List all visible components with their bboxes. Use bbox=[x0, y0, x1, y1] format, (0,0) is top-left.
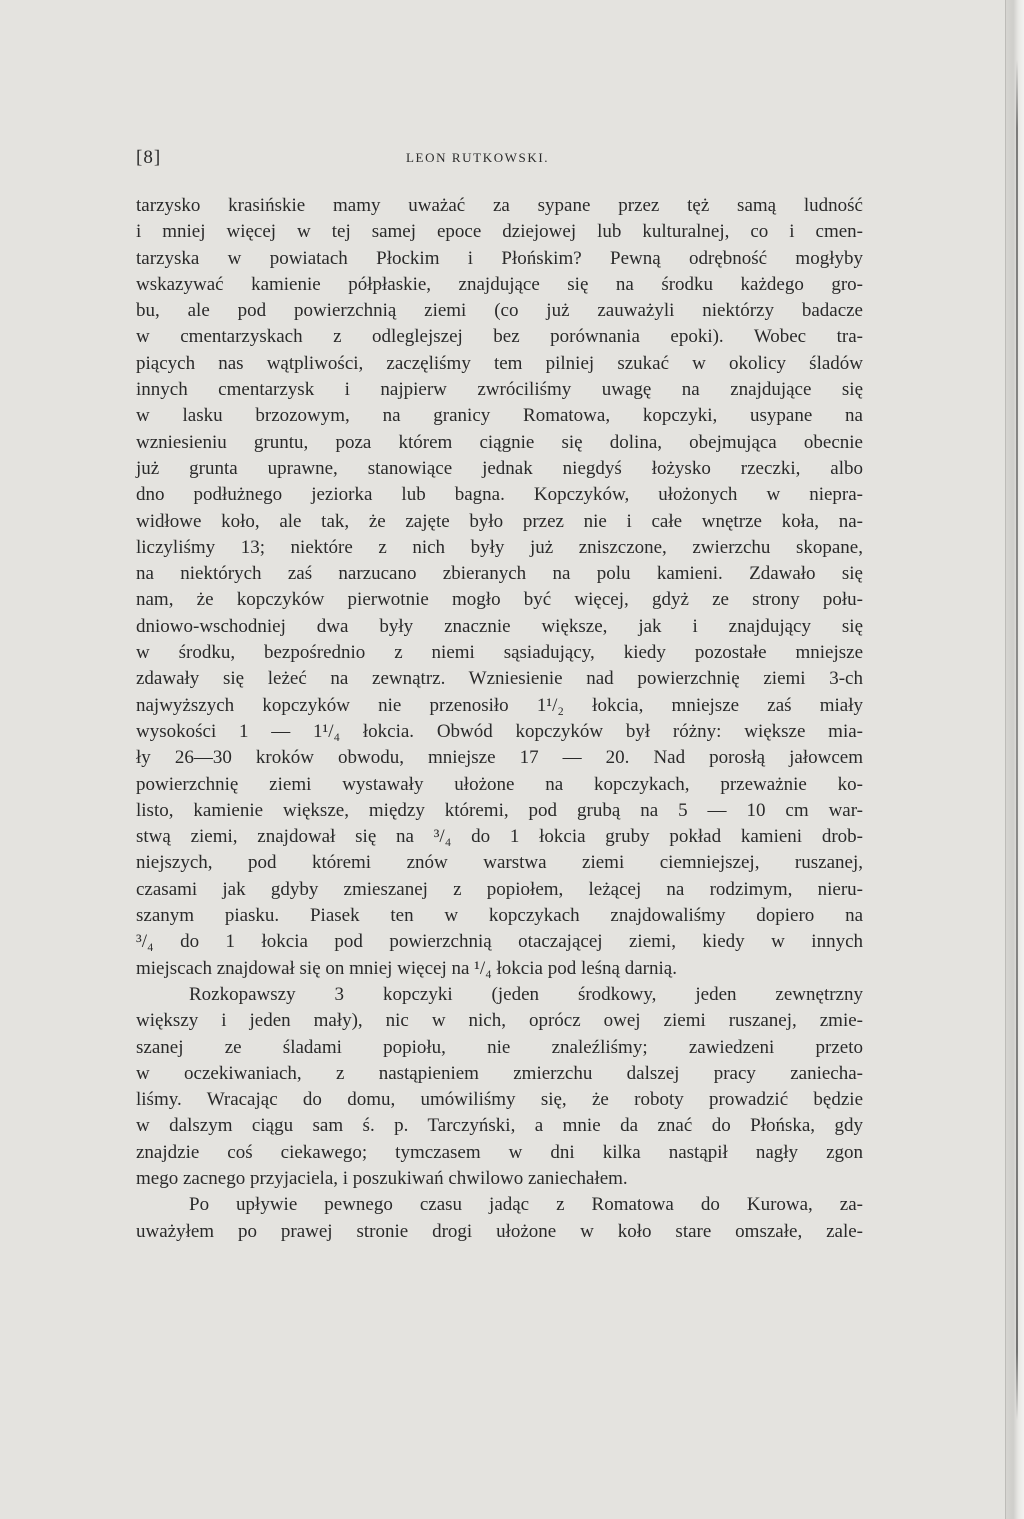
text-line: piących nas wątpliwości, zaczęliśmy tem pilniej szukać w okolicy śladów bbox=[136, 352, 863, 374]
book-spine-edge bbox=[1005, 0, 1024, 1519]
text-line: wskazywać kamienie półpłaskie, znajdujące się na środku każdego gro- bbox=[136, 273, 863, 295]
text-line: wzniesieniu gruntu, poza którem ciągnie się dolina, obejmująca obecnie bbox=[136, 431, 863, 453]
text-line: czasami jak gdyby zmieszanej z popiołem, leżącej na rodzimym, nieru- bbox=[136, 878, 863, 900]
text-line: w dalszym ciągu sam ś. p. Tarczyński, a mnie da znać do Płońska, gdy bbox=[136, 1115, 863, 1137]
text-line: tarzysko krasińskie mamy uważać za sypane przez tęż samą ludność bbox=[136, 195, 863, 216]
text-line: na niektórych zaś narzucano zbieranych na polu kamieni. Zdawało się bbox=[136, 563, 863, 585]
text-line: znajdzie coś ciekawego; tymczasem w dni kilka nastąpił nagły zgon bbox=[136, 1141, 863, 1163]
text-line: ły 26—30 kroków obwodu, mniejsze 17 — 20. Nad porosłą jałowcem bbox=[136, 747, 863, 769]
text-line: liśmy. Wracając do domu, umówiliśmy się, że roboty prowadzić będzie bbox=[136, 1089, 863, 1111]
text-line: w środku, bezpośrednio z niemi sąsiadujący, kiedy pozostałe mniejsze bbox=[136, 642, 863, 664]
text-line: w cmentarzyskach z odleglejszej bez porównania epoki). Wobec tra- bbox=[136, 326, 863, 348]
text-line: miejscach znajdował się on mniej więcej na ¹/₄ łokcia pod leśną darnią. bbox=[136, 957, 677, 979]
text-line: szanym piasku. Piasek ten w kopczykach znajdowaliśmy dopiero na bbox=[136, 905, 863, 927]
text-line: najwyższych kopczyków nie przenosiło 1¹/₂ łokcia, mniejsze zaś miały bbox=[136, 694, 863, 716]
text-line: wysokości 1 — 1¹/₄ łokcia. Obwód kopczyków był różny: większe mia- bbox=[136, 720, 863, 742]
page-header bbox=[136, 147, 866, 171]
text-line: w lasku brzozowym, na granicy Romatowa, kopczyki, usypane na bbox=[136, 405, 863, 427]
text-line: Rozkopawszy 3 kopczyki (jeden środkowy, jeden zewnętrzny bbox=[189, 983, 863, 1005]
body-text bbox=[136, 193, 863, 1245]
text-line: liczyliśmy 13; niektóre z nich były już zniszczone, zwierzchu skopane, bbox=[136, 536, 863, 558]
text-line: ³/₄ do 1 łokcia pod powierzchnią otaczającej ziemi, kiedy w innych bbox=[136, 931, 863, 953]
text-line: tarzyska w powiatach Płockim i Płońskim? Pewną odrębność mogłyby bbox=[136, 247, 863, 269]
text-line: Po upływie pewnego czasu jadąc z Romatowa do Kurowa, za- bbox=[189, 1194, 863, 1216]
text-line: uważyłem po prawej stronie drogi ułożone w koło stare omszałe, zale- bbox=[136, 1220, 863, 1242]
text-line: większy i jeden mały), nic w nich, oprócz owej ziemi ruszanej, zmie- bbox=[136, 1010, 863, 1032]
text-line: dno podłużnego jeziorka lub bagna. Kopczyków, ułożonych w niepra- bbox=[136, 484, 863, 506]
text-line: już grunta uprawne, stanowiące jednak niegdyś łożysko rzeczki, albo bbox=[136, 457, 863, 479]
text-line: stwą ziemi, znajdował się na ³/₄ do 1 łokcia gruby pokład kamieni drob- bbox=[136, 826, 863, 848]
page-number: [8] bbox=[136, 147, 162, 168]
text-line: w oczekiwaniach, z nastąpieniem zmierzchu dalszej pracy zaniecha- bbox=[136, 1062, 863, 1084]
text-line: zdawały się leżeć na zewnątrz. Wzniesienie nad powierzchnię ziemi 3-ch bbox=[136, 668, 863, 690]
running-head: LEON RUTKOWSKI. bbox=[406, 150, 550, 165]
text-line: mego zacnego przyjaciela, i poszukiwań chwilowo zaniechałem. bbox=[136, 1167, 628, 1189]
text-line: powierzchnię ziemi wystawały ułożone na kopczykach, przeważnie ko- bbox=[136, 773, 863, 795]
binding-line bbox=[1016, 60, 1018, 1420]
text-line: i mniej więcej w tej samej epoce dziejowej lub kulturalnej, co i cmen- bbox=[136, 221, 863, 243]
text-line: szanej ze śladami popiołu, nie znaleźliśmy; zawiedzeni przeto bbox=[136, 1036, 863, 1058]
text-line: listo, kamienie większe, między któremi, pod grubą na 5 — 10 cm war- bbox=[136, 799, 863, 821]
text-line: widłowe koło, ale tak, że zajęte było przez nie i całe wnętrze koła, na- bbox=[136, 510, 863, 532]
text-line: niejszych, pod któremi znów warstwa ziemi ciemniejszej, ruszanej, bbox=[136, 852, 863, 874]
text-line: nam, że kopczyków pierwotnie mogło być więcej, gdyż ze strony połu- bbox=[136, 589, 863, 611]
text-line: bu, ale pod powierzchnią ziemi (co już zauważyli niektórzy badacze bbox=[136, 300, 863, 322]
text-line: innych cmentarzysk i najpierw zwróciliśmy uwagę na znajdujące się bbox=[136, 379, 863, 401]
text-line: dniowo-wschodniej dwa były znacznie większe, jak i znajdujący się bbox=[136, 615, 863, 637]
